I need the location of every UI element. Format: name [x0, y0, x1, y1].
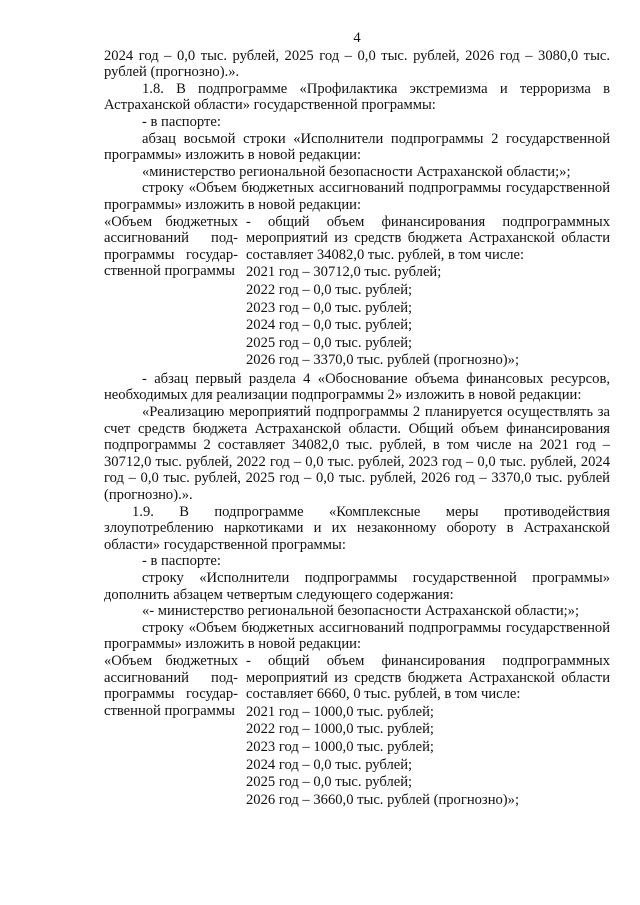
- paragraph-1-8: 1.8. В подпрограмме «Профилактика экстремизма и терроризма в Астраханской области» государственной программы:: [104, 80, 610, 114]
- page-number: 4: [353, 30, 361, 46]
- paragraph-volume-row-2: строку «Объем бюджетных ассигнований подпрограммы государственной программы» изложить в новой редакции:: [104, 619, 610, 653]
- label-line: «Объем бюджетных: [104, 213, 238, 230]
- label-line: ственной программы: [104, 263, 235, 280]
- paragraph-volume-row: строку «Объем бюджетных ассигнований подпрограммы государственной программы» изложить в новой редакции:: [104, 180, 610, 213]
- year-line: 2024 год – 0,0 тыс. рублей;: [246, 317, 413, 334]
- year-line: 2026 год – 3370,0 тыс. рублей (прогнозно)»;: [246, 352, 520, 369]
- paragraph-section-4: - абзац первый раздела 4 «Обоснование объема финансовых ресурсов, необходимых для реализации подпрограммы 2» изложить в новой редакции:: [104, 370, 610, 404]
- year-line: 2021 год – 1000,0 тыс. рублей;: [246, 703, 434, 720]
- paragraph-executors-2: строку «Исполнители подпрограммы государственной программы» дополнить абзацем четвертым следующего содержания:: [104, 570, 610, 603]
- paragraph-ministry-2: «- министерство региональной безопасности Астраханской области;»;: [142, 603, 580, 620]
- year-line: 2022 год – 1000,0 тыс. рублей;: [246, 721, 434, 738]
- budget-intro: - общий объем финансирования подпрограммных мероприятий из средств бюджета Астраханской области составляет 6660, 0 тыс. рублей, в том числе:: [246, 652, 610, 703]
- label-line: «Объем бюджетных: [104, 652, 238, 669]
- year-line: 2025 год – 0,0 тыс. рублей;: [246, 774, 413, 791]
- year-line: 2021 год – 30712,0 тыс. рублей;: [246, 264, 442, 281]
- year-line: 2023 год – 1000,0 тыс. рублей;: [246, 738, 434, 755]
- paragraph-ministry: «министерство региональной безопасности Астраханской области;»;: [142, 163, 571, 180]
- budget-table-1-values: [246, 214, 610, 369]
- label-line: программы государ-: [104, 246, 238, 263]
- label-line: ассигнований под-: [104, 669, 238, 686]
- budget-table-2: [104, 653, 610, 808]
- year-line: 2026 год – 3660,0 тыс. рублей (прогнозно)»;: [246, 791, 520, 808]
- label-line: ассигнований под-: [104, 230, 238, 247]
- paragraph-continuation: 2024 год – 0,0 тыс. рублей, 2025 год – 0,0 тыс. рублей, 2026 год – 3080,0 тыс. рублей (прогнозно).».: [104, 47, 610, 81]
- budget-table-2-label: [104, 653, 246, 808]
- budget-table-1-label: [104, 214, 246, 369]
- budget-intro: - общий объем финансирования подпрограммных мероприятий из средств бюджета Астраханской области составляет 34082,0 тыс. рублей, в том числе:: [246, 213, 610, 263]
- label-line: программы государ-: [104, 686, 238, 703]
- budget-table-1: [104, 214, 610, 369]
- budget-table-2-values: [246, 653, 610, 808]
- paragraph-passport: - в паспорте:: [142, 113, 221, 130]
- year-line: 2022 год – 0,0 тыс. рублей;: [246, 281, 413, 298]
- document-page: [104, 30, 610, 808]
- paragraph-implementation: «Реализацию мероприятий подпрограммы 2 планируется осуществлять за счет средств бюджета Астраханской области. Общий объем финансирования подпрограммы 2 составляет 34082,0 тыс. рублей, в том числе на 2021 год – 30712,0 тыс. рублей, 2022 год – 0,0 тыс. рублей, 2023 год – 0,0 тыс. рублей, 2024 год – 0,0 тыс. рублей, 2025 год – 0,0 тыс. рублей, 2026 год – 3370,0 тыс. рублей (прогнозно).».: [104, 404, 610, 504]
- paragraph-executors: абзац восьмой строки «Исполнители подпрограммы 2 государственной программы» изложить в новой редакции:: [104, 130, 610, 164]
- year-line: 2024 год – 0,0 тыс. рублей;: [246, 756, 413, 773]
- paragraph-passport-2: - в паспорте:: [142, 553, 221, 570]
- paragraph-1-9: 1.9. В подпрограмме «Комплексные меры противодействия злоупотреблению наркотиками и их незаконному обороту в Астраханской области» государственной программы:: [104, 503, 610, 553]
- label-line: ственной программы: [104, 702, 235, 719]
- year-line: 2025 год – 0,0 тыс. рублей;: [246, 334, 413, 351]
- year-line: 2023 год – 0,0 тыс. рублей;: [246, 299, 413, 316]
